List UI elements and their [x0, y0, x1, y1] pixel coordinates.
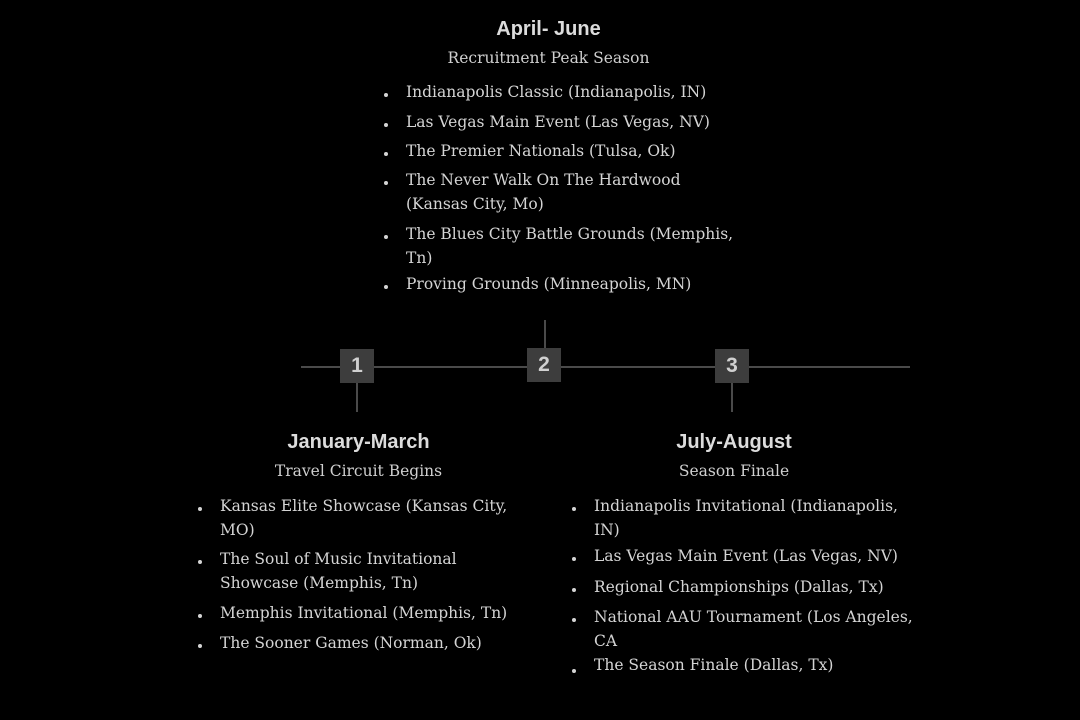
event-label: The Sooner Games (Norman, Ok) — [220, 634, 482, 652]
event-label: The Never Walk On The Hardwood (Kansas City, Mo) — [406, 171, 681, 213]
connector-3 — [731, 383, 733, 412]
event-label: Indianapolis Invitational (Indianapolis, IN) — [594, 497, 898, 539]
bullet-icon — [384, 285, 388, 289]
event-label: National AAU Tournament (Los Angeles, CA — [594, 608, 913, 650]
phase-title: April- June — [496, 18, 601, 40]
bullet-icon — [198, 614, 202, 618]
event-item — [564, 605, 929, 653]
bullet-icon — [572, 557, 576, 561]
event-item — [376, 222, 741, 270]
event-label: The Premier Nationals (Tulsa, Ok) — [406, 142, 676, 160]
event-item — [376, 272, 721, 296]
bullet-icon — [198, 560, 202, 564]
connector-1 — [356, 383, 358, 412]
event-item — [564, 653, 909, 677]
timeline-marker-3: 3 — [715, 349, 749, 383]
event-item — [190, 601, 530, 625]
bullet-icon — [198, 507, 202, 511]
timeline-marker-1: 1 — [340, 349, 374, 383]
event-label: Kansas Elite Showcase (Kansas City, MO) — [220, 497, 508, 539]
event-label: Las Vegas Main Event (Las Vegas, NV) — [594, 547, 898, 565]
event-item — [190, 631, 530, 655]
phase-subtitle: Travel Circuit Begins — [274, 462, 443, 480]
event-list — [190, 494, 530, 655]
event-list — [376, 80, 734, 296]
event-item — [376, 80, 721, 104]
bullet-icon — [384, 123, 388, 127]
bullet-icon — [572, 669, 576, 673]
phase-subtitle: Recruitment Peak Season — [447, 49, 650, 67]
bullet-icon — [572, 588, 576, 592]
event-label: Indianapolis Classic (Indianapolis, IN) — [406, 83, 707, 101]
bullet-icon — [384, 93, 388, 97]
timeline-axis — [301, 366, 910, 368]
event-list — [564, 494, 913, 677]
event-item — [190, 547, 530, 595]
phase-april-june — [376, 15, 734, 305]
phase-title: July-August — [676, 431, 792, 453]
phase-title: January-March — [287, 431, 430, 453]
phase-july-august — [564, 428, 913, 693]
bullet-icon — [384, 235, 388, 239]
event-item — [376, 168, 691, 216]
event-item — [564, 575, 909, 599]
bullet-icon — [572, 507, 576, 511]
event-item — [564, 544, 909, 568]
bullet-icon — [384, 152, 388, 156]
event-item — [564, 494, 919, 542]
phase-january-march — [190, 428, 530, 652]
event-label: Regional Championships (Dallas, Tx) — [594, 578, 884, 596]
bullet-icon — [198, 644, 202, 648]
event-label: The Blues City Battle Grounds (Memphis, Tn) — [406, 225, 734, 267]
event-item — [376, 139, 721, 163]
event-label: Las Vegas Main Event (Las Vegas, NV) — [406, 113, 710, 131]
event-item — [376, 110, 721, 134]
connector-2 — [544, 320, 546, 350]
bullet-icon — [572, 618, 576, 622]
timeline-marker-2: 2 — [527, 348, 561, 382]
bullet-icon — [384, 181, 388, 185]
event-item — [190, 494, 530, 542]
event-label: The Soul of Music Invitational Showcase (Memphis, Tn) — [220, 550, 457, 592]
phase-subtitle: Season Finale — [678, 462, 790, 480]
event-label: Proving Grounds (Minneapolis, MN) — [406, 275, 692, 293]
event-label: Memphis Invitational (Memphis, Tn) — [220, 604, 508, 622]
event-label: The Season Finale (Dallas, Tx) — [594, 656, 834, 674]
